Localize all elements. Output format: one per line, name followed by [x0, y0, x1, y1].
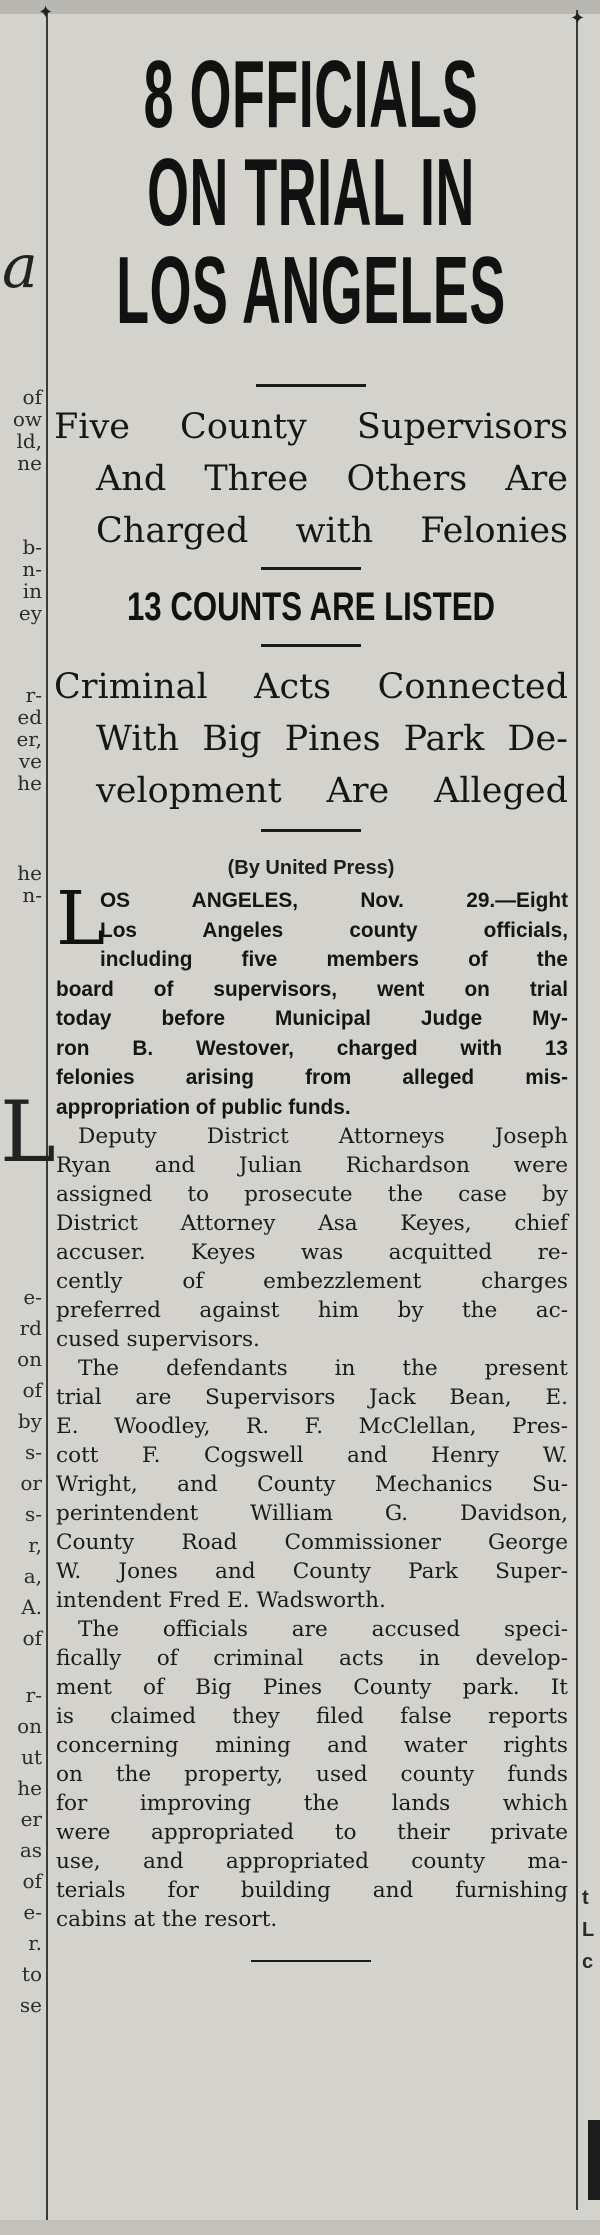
lead-line: felonies arising from alleged mis-	[56, 1066, 568, 1089]
paragraph-3	[48, 1615, 574, 1934]
lead-line: ron B. Westover, charged with 13	[56, 1036, 568, 1060]
body-line: preferred against him by the ac-	[56, 1298, 568, 1323]
lead-line: board of supervisors, went on trial	[56, 977, 568, 1001]
lead-paragraph	[48, 876, 574, 1122]
deck-line: Five County Supervisors	[54, 407, 568, 447]
left-fragment-block-1	[4, 386, 42, 474]
deck-line: Criminal Acts Connected	[54, 667, 568, 707]
paragraph-1	[48, 1122, 574, 1354]
lead-line: appropriation of public funds.	[56, 1095, 351, 1119]
body-line: W. Jones and County Park Super-	[56, 1559, 568, 1584]
left-fragment-line: a,	[23, 1564, 42, 1588]
separator-rule	[261, 829, 361, 832]
right-fragment-line: L	[582, 1919, 595, 1941]
body-line: cently of embezzlement charges	[56, 1269, 568, 1294]
left-fragment-line: r-	[25, 683, 42, 707]
body-line: trial are Supervisors Jack Bean, E.	[56, 1385, 568, 1410]
left-fragment-line: he	[17, 771, 42, 795]
left-fragment-line: he	[17, 1776, 42, 1800]
left-fragment-line: on	[17, 1347, 42, 1371]
body-line: intendent Fred E. Wadsworth.	[56, 1588, 386, 1613]
deck-line: And Three Others Are	[96, 459, 568, 499]
left-fragment-line: s-	[24, 1440, 42, 1464]
left-fragment-line: r,	[28, 1533, 42, 1557]
left-fragment-line: r.	[28, 1931, 42, 1955]
left-fragment-line: he	[17, 861, 42, 885]
left-fragment-line: n-	[22, 883, 42, 907]
right-fragment-line: c	[582, 1951, 594, 1973]
left-fragment-line: of	[22, 1869, 42, 1893]
drop-cap: L	[56, 876, 106, 962]
page-bottom-edge	[0, 2220, 600, 2235]
body-line: perintendent William G. Davidson,	[56, 1501, 568, 1526]
left-fragment-big-letter-a: a	[2, 232, 38, 302]
left-fragment-line: or	[20, 1471, 42, 1495]
left-fragment-block-2	[4, 536, 42, 624]
article-column	[48, 14, 574, 1962]
separator-rule	[261, 567, 361, 570]
deck-2	[48, 661, 574, 817]
left-fragment-block-4	[4, 862, 42, 906]
left-fragment-line: of	[22, 385, 42, 409]
byline-credit: (By United Press)	[227, 857, 395, 879]
left-fragment-block-3	[4, 684, 42, 794]
ornament-star-right: ✦	[570, 8, 586, 29]
body-line: The defendants in the present	[78, 1356, 568, 1381]
left-fragment-line: s-	[24, 1502, 42, 1526]
body-line: cused supervisors.	[56, 1327, 260, 1352]
left-fragment-line: ow	[12, 407, 42, 431]
left-fragment-line: as	[19, 1838, 42, 1862]
left-fragment-line: of	[22, 1626, 42, 1650]
left-fragment-line: ut	[21, 1745, 42, 1769]
body-line: District Attorney Asa Keyes, chief	[56, 1211, 568, 1236]
body-line: County Road Commissioner George	[56, 1530, 568, 1555]
left-fragment-line: ne	[17, 451, 42, 475]
headline: 8 OFFICIALS ON TRIAL IN LOS ANGELES	[116, 41, 506, 344]
left-fragment-line: in	[22, 579, 42, 603]
deck-line: Charged with Felonies	[96, 511, 568, 551]
left-fragment-line: by	[17, 1409, 42, 1433]
left-fragment-line: of	[22, 1378, 42, 1402]
left-fragment-line: ld,	[16, 429, 42, 453]
left-fragment-line: er	[20, 1807, 42, 1831]
separator-rule	[256, 384, 366, 387]
lead-line: including five members of the	[100, 948, 568, 971]
body-line: cott F. Cogswell and Henry W.	[56, 1443, 568, 1468]
body-line: Ryan and Julian Richardson were	[56, 1153, 568, 1178]
separator-rule	[251, 1960, 371, 1962]
left-fragment-big-letter-l: L	[0, 1083, 56, 1181]
body-line: for improving the lands which	[56, 1791, 568, 1816]
right-fragment-line: t	[582, 1887, 589, 1909]
left-fragment-line: ey	[18, 601, 42, 625]
left-fragment-block-5	[4, 1282, 42, 1654]
body-line: is claimed they filed false reports	[56, 1704, 568, 1729]
body-line: The officials are accused speci-	[78, 1617, 568, 1642]
left-fragment-line: A.	[21, 1595, 42, 1619]
body-line: fically of criminal acts in develop-	[56, 1646, 568, 1671]
left-fragment-line: e-	[23, 1285, 42, 1309]
left-fragment-line: on	[17, 1714, 42, 1738]
left-fragment-block-6	[4, 1680, 42, 2021]
right-fragment-block	[582, 1882, 594, 1978]
body-line: ment of Big Pines County park. It	[56, 1675, 568, 1700]
right-fragment-dark-mark	[588, 2120, 600, 2200]
body-line: were appropriated to their private	[56, 1820, 568, 1845]
lead-line: Los Angeles county officials,	[100, 918, 568, 942]
left-fragment-line: er,	[16, 727, 42, 751]
deck-1	[48, 401, 574, 557]
lead-line: OS ANGELES, Nov. 29.—Eight	[100, 889, 568, 912]
body-line: use, and appropriated county ma-	[56, 1849, 568, 1874]
separator-rule	[261, 644, 361, 647]
paragraph-2	[48, 1354, 574, 1615]
left-fragment-line: e-	[23, 1900, 42, 1924]
subhead: 13 COUNTS ARE LISTED	[126, 585, 496, 629]
deck-line: With Big Pines Park De-	[96, 719, 568, 759]
lead-line: today before Municipal Judge My-	[56, 1007, 568, 1030]
body-line: Deputy District Attorneys Joseph	[78, 1124, 568, 1149]
column-rule-right	[576, 10, 578, 2210]
body-line: accuser. Keyes was acquitted re-	[56, 1240, 568, 1265]
body-line: E. Woodley, R. F. McClellan, Pres-	[56, 1414, 568, 1439]
left-fragment-line: b-	[22, 535, 42, 559]
deck-line: velopment Are Alleged	[96, 771, 568, 811]
left-fragment-line: to	[21, 1962, 42, 1986]
body-line: terials for building and furnishing	[56, 1878, 568, 1903]
body-line: Wright, and County Mechanics Su-	[56, 1472, 568, 1497]
body-line: assigned to prosecute the case by	[56, 1182, 568, 1207]
body-line: on the property, used county funds	[56, 1762, 568, 1787]
page-top-edge	[0, 0, 600, 14]
left-fragment-line: ed	[17, 705, 42, 729]
left-fragment-line: ve	[18, 749, 42, 773]
left-fragment-line: r-	[25, 1683, 42, 1707]
ornament-star-left: ✦	[38, 2, 54, 23]
body-line: concerning mining and water rights	[56, 1733, 568, 1758]
body-line: cabins at the resort.	[56, 1907, 278, 1932]
left-fragment-line: n-	[22, 557, 42, 581]
left-fragment-line: se	[19, 1993, 42, 2017]
left-fragment-line: rd	[19, 1316, 42, 1340]
